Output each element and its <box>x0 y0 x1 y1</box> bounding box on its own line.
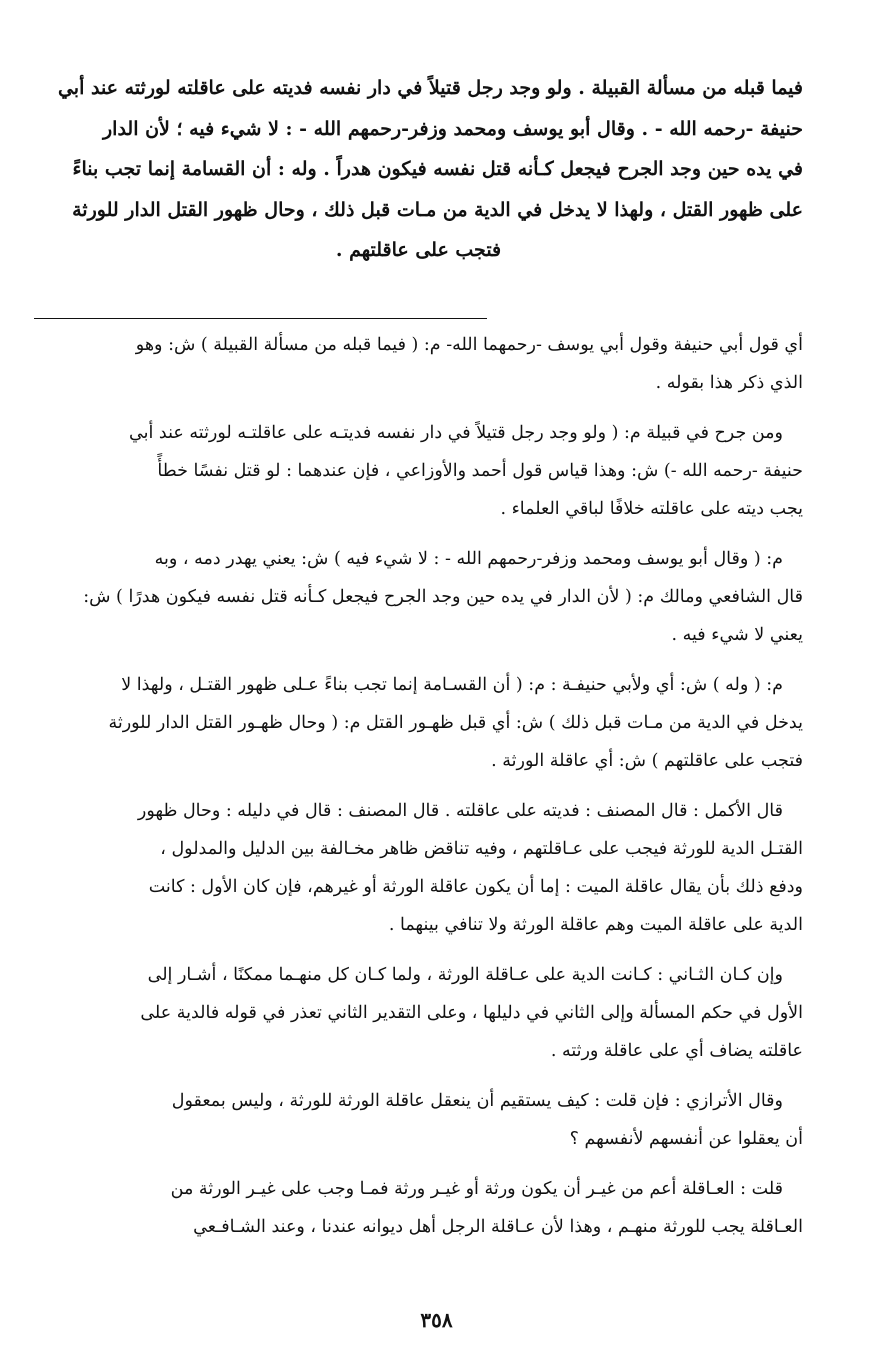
commentary-line: الدية على عاقلة الميت وهم عاقلة الورثة ولا تنافي بينهما . <box>388 915 803 935</box>
commentary-line: ومن جرح في قبيلة م: ( ولو وجد رجل قتيلاً في دار نفسه فديتـه على عاقلتـه لورثته عند أبي <box>129 423 783 443</box>
commentary-line: قلت : العـاقلة أعم من غيـر أن يكون ورثة أو غيـر ورثة فمـا وجب على غيـر الورثة من <box>170 1179 783 1199</box>
commentary-line: ودفع ذلك بأن يقال عاقلة الميت : إما أن يكون عاقلة الورثة أو غيرهم، فإن كان الأول : كانت <box>148 877 803 897</box>
commentary-line: الذي ذكر هذا بقوله . <box>655 373 803 393</box>
main-text-line: حنيفة -رحمه الله - . وقال أبو يوسف ومحمد وزفر-رحمهم الله - : لا شيء فيه ؛ لأن الدار <box>102 117 803 140</box>
commentary-paragraph <box>34 414 803 528</box>
main-text-line: فيما قبله من مسألة القبيلة . ولو وجد رجل قتيلاً في دار نفسه فديته على عاقلته لورثته عند أبي <box>57 77 803 99</box>
commentary-line: حنيفة -رحمه الله -) ش: وهذا قياس قول أحمد والأوزاعي ، فإن عندهما : لو قتل نفسًا خطأً <box>157 461 803 481</box>
commentary-line: قال الأكمل : قال المصنف : فديته على عاقلته . قال المصنف : قال في دليله : وحال ظهور <box>137 801 783 821</box>
commentary-line: فتجب على عاقلتهم ) ش: أي عاقلة الورثة . <box>491 751 803 771</box>
commentary-line: يعني لا شيء فيه . <box>671 625 803 645</box>
commentary-line: قال الشافعي ومالك م: ( لأن الدار في يده حين وجد الجرح فيجعل كـأنه قتل نفسه فيكون هدرًا ) ش: <box>83 587 803 607</box>
commentary-paragraph <box>34 792 803 944</box>
section-divider <box>34 318 487 319</box>
commentary-line: أن يعقلوا عن أنفسهم لأنفسهم ؟ <box>569 1129 803 1149</box>
commentary-line: أي قول أبي حنيفة وقول أبي يوسف -رحمهما الله- م: ( فيما قبله من مسألة القبيلة ) ش: وهو <box>135 335 803 355</box>
main-text-line: على ظهور القتل ، ولهذا لا يدخل في الدية من مـات قبل ذلك ، وحال ظهور القتل الدار للورثة <box>72 198 803 221</box>
commentary-line: م: ( وقال أبو يوسف ومحمد وزفر-رحمهم الله - : لا شيء فيه ) ش: يعني يهدر دمه ، وبه <box>154 549 783 569</box>
commentary-block <box>34 326 803 1258</box>
commentary-paragraph <box>34 1170 803 1246</box>
commentary-paragraph <box>34 956 803 1070</box>
commentary-line: وقال الأترازي : فإن قلت : كيف يستقيم أن ينعقل عاقلة الورثة للورثة ، وليس بمعقول <box>171 1091 783 1111</box>
commentary-line: العـاقلة يجب للورثة منهـم ، وهذا لأن عـاقلة الرجل أهل ديوانه عندنا ، وعند الشـافـعي <box>193 1217 803 1237</box>
commentary-line: يدخل في الدية من مـات قبل ذلك ) ش: أي قبل ظهـور القتل م: ( وحال ظهـور القتل الدار للورثة <box>108 713 803 733</box>
commentary-paragraph <box>34 540 803 654</box>
page-number: ٣٥٨ <box>420 1308 453 1332</box>
commentary-paragraph <box>34 666 803 780</box>
commentary-line: م: ( وله ) ش: أي ولأبي حنيفـة : م: ( أن القسـامة إنما تجب بناءً عـلى ظهور القتـل ، ولهذا لا <box>121 675 783 695</box>
commentary-line: الأول في حكم المسألة وإلى الثاني في دليلها ، وعلى التقدير الثاني تعذر في قوله فالدية على <box>140 1003 803 1023</box>
commentary-line: يجب ديته على عاقلته خلافًا لباقي العلماء . <box>500 499 803 519</box>
commentary-paragraph <box>34 326 803 402</box>
commentary-paragraph <box>34 1082 803 1158</box>
commentary-line: وإن كـان الثـاني : كـانت الدية على عـاقلة الورثة ، ولما كـان كل منهـما ممكنًا ، أشـار إلى <box>147 965 783 985</box>
main-text-block <box>34 68 803 271</box>
main-text-line: فتجب على عاقلتهم . <box>335 239 502 261</box>
commentary-line: عاقلته يضاف أي على عاقلة ورثته . <box>550 1041 803 1061</box>
commentary-line: القتـل الدية للورثة فيجب على عـاقلتهم ، وفيه تناقض ظاهر مخـالفة بين الدليل والمدلول ، <box>160 839 803 859</box>
main-text-line: في يده حين وجد الجرح فيجعل كـأنه قتل نفسه فيكون هدراً . وله : أن القسامة إنما تجب بناءً <box>72 158 803 180</box>
